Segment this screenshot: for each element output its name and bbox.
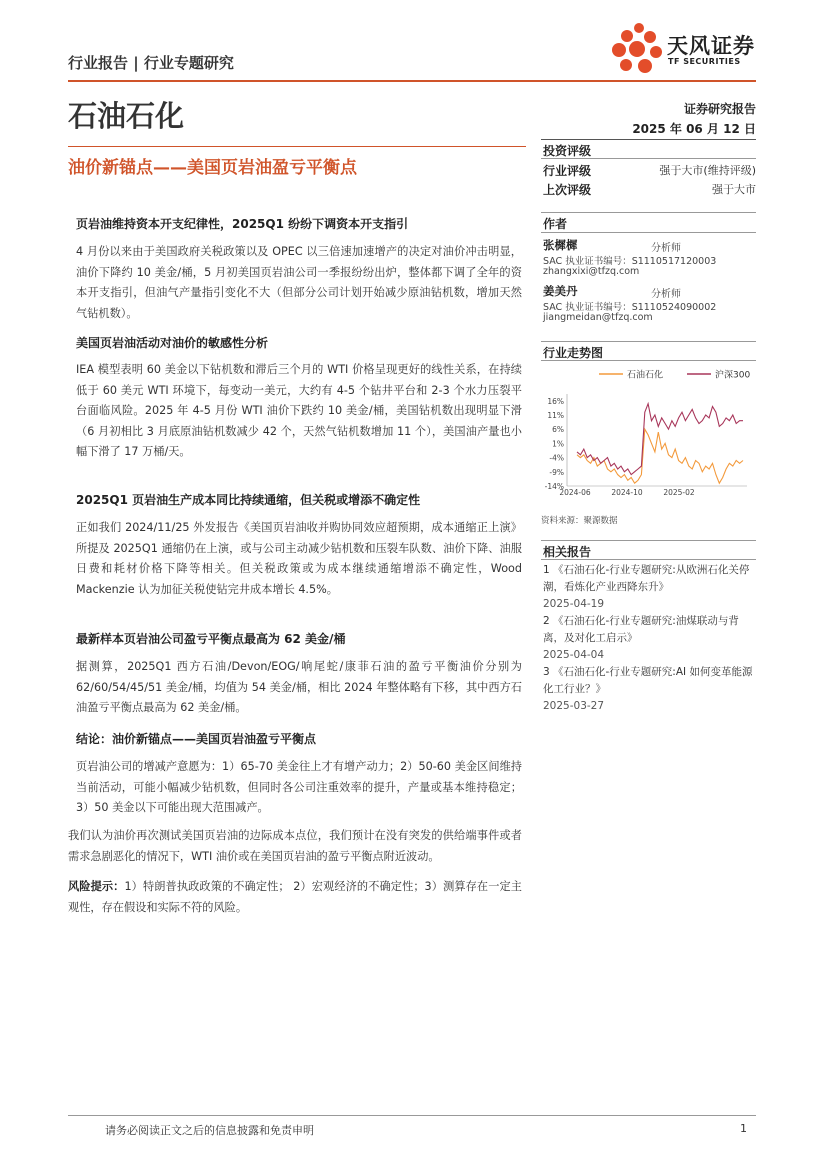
- title-rule: [68, 146, 526, 147]
- related-title: 相关报告: [543, 545, 592, 559]
- author-role-2: 分析师: [651, 289, 681, 300]
- y-tick-label: 6%: [552, 425, 564, 435]
- logo-name-cn: 天风证券: [667, 34, 755, 58]
- prev-rating-label: 上次评级: [543, 183, 592, 197]
- related-rule: [541, 559, 756, 560]
- tf-logo-icon: [608, 20, 664, 76]
- related-item-text: 1 《石油石化-行业专题研究:从欧洲石化关停潮，看炼化产业西降东升》: [543, 564, 750, 593]
- report-title: 油价新锚点——美国页岩油盈亏平衡点: [68, 158, 357, 178]
- rating-rule: [541, 158, 756, 159]
- authors-rule: [541, 232, 756, 233]
- related-item-2[interactable]: [543, 613, 756, 664]
- risk-label: 风险提示：: [68, 880, 125, 893]
- footer-rule: [68, 1115, 756, 1116]
- section-heading-1: 页岩油维持资本开支纪律性，2025Q1 纷纷下调资本开支指引: [76, 217, 409, 231]
- authors-title: 作者: [543, 217, 568, 231]
- related-item-1[interactable]: [543, 562, 756, 613]
- y-tick-label: 1%: [552, 439, 564, 449]
- authors-rule-top: [541, 212, 756, 213]
- legend-label: 沪深300: [715, 370, 751, 381]
- conclusion-text: 我们认为油价再次测试美国页岩油的边际成本点位，我们预计在没有突发的供给端事件或者需求急剧恶化的情况下，WTI 油价或在美国页岩油的盈亏平衡点附近波动。: [68, 829, 522, 863]
- disclaimer[interactable]: 请务必阅读正文之后的信息披露和免责申明: [105, 1124, 314, 1137]
- section-body-4: 据测算，2025Q1 西方石油/Devon/EOG/响尾蛇/康菲石油的盈亏平衡油价分别为 62/60/54/45/51 美金/桶，均值为 54 美金/桶，相比 2024 年整体略有下移，其中西方石油盈亏平衡点最高为 62 美金/桶。: [76, 660, 522, 714]
- related-item-date: 2025-04-19: [543, 598, 605, 610]
- section-body-3: 正如我们 2024/11/25 外发报告《美国页岩油收并购协同效应超预期，成本通缩正上演》所提及 2025Q1 通缩仍在上演，或与公司主动减少钻机数和压裂车队数、油价下降、油服日费和耗材价格下降等相关。但关税政策或为成本继续通缩增添不确定性，Wood Mackenzie 认为加征关税使钻完井成本增长 4.5%。: [76, 521, 522, 596]
- section-body-1: 4 月份以来由于美国政府关税政策以及 OPEC 以三倍速加速增产的决定对油价冲击明显，油价下降约 10 美金/桶，5 月初美国页岩油公司一季报纷纷出炉，整体都下调了全年的资本开支指引，但油气产量指引变化不大（但部分公司计划开始减少原油钻机数，增加天然气钻机数）。: [76, 245, 522, 320]
- industry-trend-chart: [541, 362, 757, 502]
- rating-value: 强于大市(维持评级): [659, 164, 756, 177]
- logo-name-en: TF SECURITIES: [668, 57, 741, 66]
- series-line: [577, 429, 743, 483]
- rating-title: 投资评级: [543, 144, 592, 158]
- x-tick-label: 2024-06: [559, 488, 591, 497]
- x-tick-label: 2024-10: [611, 488, 643, 497]
- chart-source: 资料来源：聚源数据: [541, 516, 618, 526]
- trend-rule: [541, 360, 756, 361]
- author-name-1: 张樨樨: [543, 238, 578, 252]
- related-item-3[interactable]: [543, 664, 756, 715]
- related-list: [543, 562, 756, 715]
- author-sac-2: SAC 执业证书编号：S1110524090002: [543, 302, 717, 313]
- related-item-date: 2025-03-27: [543, 700, 605, 712]
- y-tick-label: -4%: [549, 453, 564, 463]
- sidebar-rule: [541, 139, 756, 140]
- report-kind: 证券研究报告: [683, 102, 756, 116]
- related-rule-top: [541, 540, 756, 541]
- x-tick-label: 2025-02: [663, 488, 695, 497]
- y-tick-label: -14%: [544, 482, 564, 491]
- trend-rule-top: [541, 341, 756, 342]
- author-email-1[interactable]: zhangxixi@tfzq.com: [543, 266, 640, 277]
- report-category: 行业报告 | 行业专题研究: [68, 54, 234, 72]
- legend-label: 石油石化: [627, 370, 664, 381]
- prev-rating-value: 强于大市: [712, 183, 756, 196]
- related-item-text: 3 《石油石化-行业专题研究:AI 如何变革能源化工行业？》: [543, 666, 753, 695]
- page-number: 1: [740, 1122, 747, 1135]
- author-sac-1: SAC 执业证书编号：S1110517120003: [543, 256, 717, 267]
- risk-text: 1）特朗普执政政策的不确定性； 2）宏观经济的不确定性；3）测算存在一定主观性，存在假设和实际不符的风险。: [68, 880, 522, 914]
- report-date: 2025 年 06 月 12 日: [632, 122, 756, 136]
- y-tick-label: -9%: [549, 467, 564, 477]
- section-heading-4: 最新样本页岩油公司盈亏平衡点最高为 62 美金/桶: [76, 632, 346, 646]
- section-heading-2: 美国页岩油活动对油价的敏感性分析: [76, 336, 269, 350]
- industry-title: 石油石化: [68, 99, 185, 133]
- rating-label: 行业评级: [543, 164, 592, 178]
- section-body-2: IEA 模型表明 60 美金以下钻机数和滞后三个月的 WTI 价格呈现更好的线性关系，在持续低于 60 美元 WTI 环境下，每变动一美元，大约有 4-5 个钻井平台和 2-3 个水力压裂平台面临风险。2025 年 4-5 月份 WTI 油价下跌约 10 美金/桶，美国钻机数出现明显下滑（6 月初相比 3 月底原油钻机数减少 42 个，天然气钻机数增加 11 个），美国油产量也小幅下滑了 17 万桶/天。: [76, 363, 522, 458]
- section-heading-3: 2025Q1 页岩油生产成本同比持续通缩，但关税或增添不确定性: [76, 493, 421, 507]
- section-heading-5: 结论：油价新锚点——美国页岩油盈亏平衡点: [76, 732, 317, 746]
- trend-title: 行业走势图: [543, 346, 604, 360]
- author-name-2: 姜美丹: [543, 284, 578, 298]
- section-body-5: 页岩油公司的增减产意愿为：1）65-70 美金往上才有增产动力；2）50-60 美金区间维持当前活动，可能小幅减少钻机数，但同时各公司注重效率的提升，产量或基本维持稳定；3）50 美金以下可能出现大范围减产。: [76, 760, 522, 814]
- author-email-2[interactable]: jiangmeidan@tfzq.com: [543, 312, 653, 323]
- author-role-1: 分析师: [651, 243, 681, 254]
- related-item-text: 2 《石油石化-行业专题研究:油煤联动与背离，及对化工启示》: [543, 615, 739, 644]
- header-rule: [68, 80, 756, 82]
- related-item-date: 2025-04-04: [543, 649, 605, 661]
- y-tick-label: 16%: [547, 396, 564, 406]
- y-tick-label: 11%: [547, 411, 564, 421]
- risk-warning: [68, 877, 522, 918]
